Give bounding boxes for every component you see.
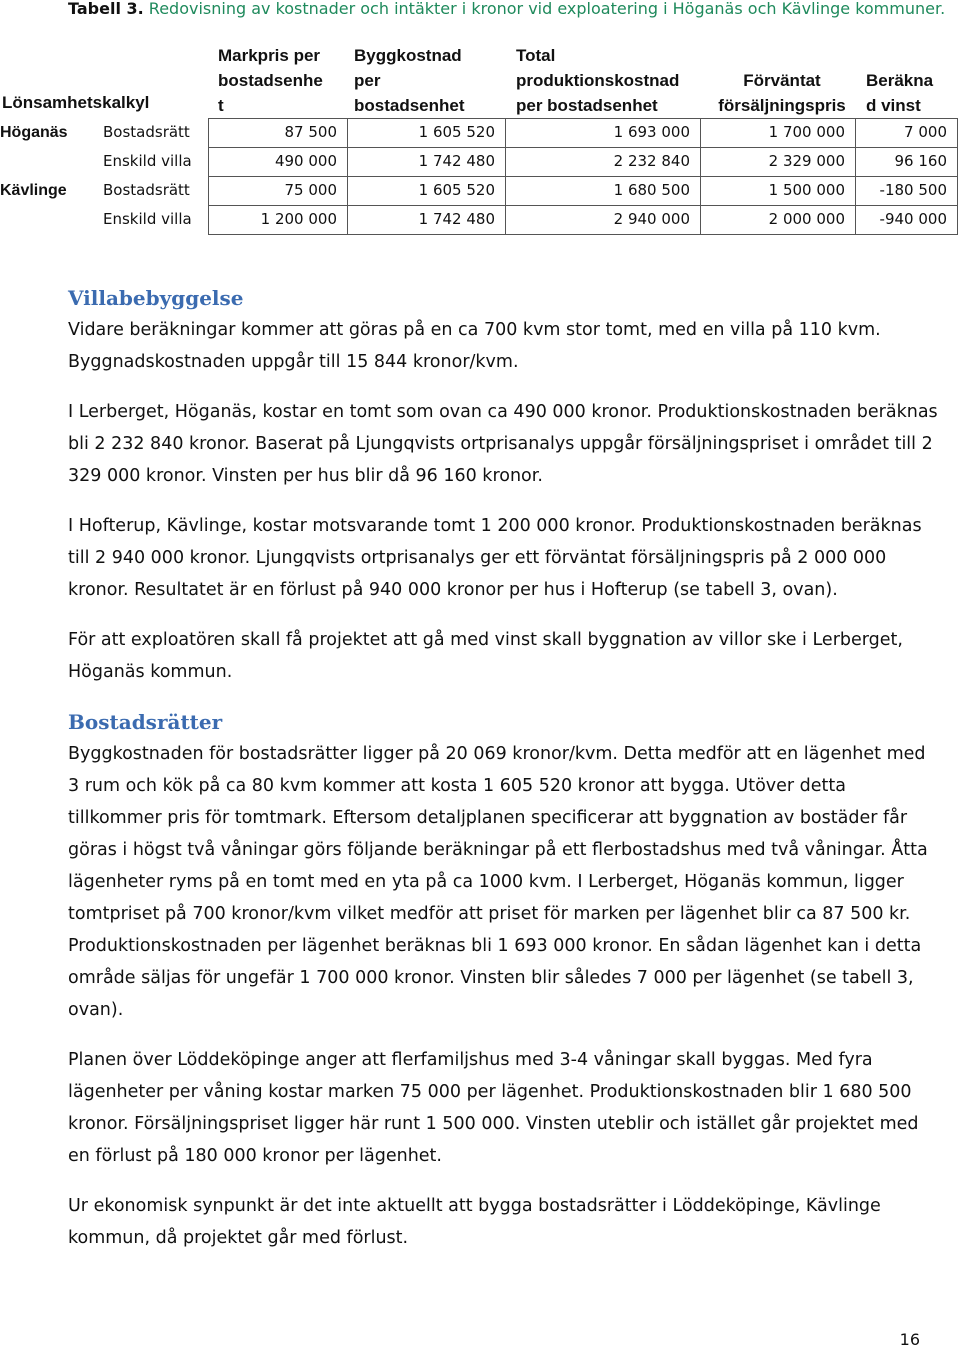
row-typ: Enskild villa: [103, 152, 192, 170]
row-kommun-kavlinge: Kävlinge: [0, 182, 67, 199]
profitability-table: [0, 40, 960, 240]
cell-forvantat: 1 700 000: [768, 123, 845, 141]
header-total-line1: Total: [516, 46, 556, 65]
section-heading-villabebyggelse: Villabebyggelse: [68, 286, 244, 310]
row-typ: Bostadsrätt: [103, 181, 190, 199]
table-col-divider: [855, 118, 856, 235]
header-bygg-line1: Byggkostnad: [354, 46, 462, 65]
paragraph: Planen över Löddeköpinge anger att flerfamiljshus med 3-4 våningar skall byggas. Med fyra lägenheter per våning kostar marken 75 000 per lägenhet. Produktionskostnaden blir 1 680 500 kronor. Försäljningspriset ligger här runt 1 500 000. Vinsten uteblir och istället går projektet med en förlust på 180 000 kronor per lägenhet.: [68, 1050, 919, 1166]
cell-vinst: 7 000: [904, 123, 947, 141]
table-col-divider: [347, 118, 348, 235]
table-col-divider: [957, 118, 958, 235]
paragraph: Vidare beräkningar kommer att göras på en ca 700 kvm stor tomt, med en villa på 110 kvm. Byggnadskostnaden uppgår till 15 844 kronor/kvm.: [68, 320, 881, 372]
cell-total: 2 232 840: [613, 152, 690, 170]
cell-forvantat: 2 000 000: [768, 210, 845, 228]
table-caption: [68, 0, 948, 18]
cell-markpris: 490 000: [274, 152, 337, 170]
header-total-line3: per bostadsenhet: [516, 96, 658, 115]
cell-vinst: -940 000: [879, 210, 947, 228]
row-typ: Bostadsrätt: [103, 123, 190, 141]
paragraph: Byggkostnaden för bostadsrätter ligger på 20 069 kronor/kvm. Detta medför att en lägenhet med 3 rum och kök på ca 80 kvm kommer att kosta 1 605 520 kronor att bygga. Utöver detta tillkommer pris för tomtmark. Eftersom detaljplanen specificerar att byggnation av bostäder får göras i högst två våningar görs följande beräkningar på ett flerbostadshus med två våningar. Åtta lägenheter ryms på en tomt med en yta på ca 1000 kvm. I Lerberget, Höganäs kommun, ligger tomtpriset på 700 kronor/kvm vilket medför att priset för marken per lägenhet blir ca 87 500 kr. Produktionskostnaden per lägenhet beräknas bli 1 693 000 kronor. En sådan lägenhet kan i detta område säljas för ungefär 1 700 000 kronor. Vinsten blir således 7 000 per lägenhet (se tabell 3, ovan).: [68, 744, 928, 1020]
header-byggkostnad: [354, 43, 494, 118]
row-kommun-hoganas: Höganäs: [0, 124, 68, 141]
cell-bygg: 1 605 520: [418, 123, 495, 141]
table-col-divider: [505, 118, 506, 235]
table-col-divider: [208, 118, 209, 235]
header-total: [516, 43, 696, 118]
header-markpris-line1: Markpris per: [218, 46, 321, 65]
cell-markpris: 87 500: [284, 123, 337, 141]
cell-total: 2 940 000: [613, 210, 690, 228]
cell-vinst: -180 500: [879, 181, 947, 199]
cell-markpris: 1 200 000: [260, 210, 337, 228]
header-bygg-line3: bostadsenhet: [354, 96, 465, 115]
paragraph: I Lerberget, Höganäs, kostar en tomt som ovan ca 490 000 kronor. Produktionskostnaden beräknas bli 2 232 840 kronor. Baserat på Ljungqvists ortprisanalys uppgår försäljningspriset i området till 2 329 000 kronor. Vinsten per hus blir då 96 160 kronor.: [68, 402, 938, 486]
cell-vinst: 96 160: [894, 152, 947, 170]
cell-bygg: 1 605 520: [418, 181, 495, 199]
header-vinst-line1: Beräkna: [866, 71, 934, 90]
document-body: [68, 282, 938, 1272]
cell-bygg: 1 742 480: [418, 152, 495, 170]
header-markpris-line3: t: [218, 96, 224, 115]
section-heading-bostadsratter: Bostadsrätter: [68, 710, 223, 734]
cell-total: 1 693 000: [613, 123, 690, 141]
header-forvantat: [702, 68, 862, 118]
page-number: 16: [899, 1330, 920, 1349]
cell-forvantat: 1 500 000: [768, 181, 845, 199]
header-forv-line1: Förväntat: [743, 71, 821, 90]
header-bygg-line2: per: [354, 71, 381, 90]
caption-label: Tabell 3.: [68, 0, 144, 18]
header-vinst-line2: d vinst: [866, 96, 921, 115]
table-bottom-border: [208, 234, 958, 235]
header-lonsamhetskalkyl: Lönsamhetskalkyl: [2, 93, 150, 112]
header-forv-line2: försäljningspris: [718, 96, 846, 115]
cell-total: 1 680 500: [613, 181, 690, 199]
paragraph: Ur ekonomisk synpunkt är det inte aktuellt att bygga bostadsrätter i Löddeköpinge, Kävlinge kommun, då projektet går med förlust.: [68, 1196, 881, 1248]
cell-markpris: 75 000: [284, 181, 337, 199]
header-markpris-line2: bostadsenhe: [218, 71, 323, 90]
header-vinst: [866, 68, 956, 118]
cell-bygg: 1 742 480: [418, 210, 495, 228]
row-typ: Enskild villa: [103, 210, 192, 228]
caption-text: Redovisning av kostnader och intäkter i kronor vid exploatering i Höganäs och Kävlinge kommuner.: [148, 0, 946, 18]
paragraph: I Hofterup, Kävlinge, kostar motsvarande tomt 1 200 000 kronor. Produktionskostnaden beräknas till 2 940 000 kronor. Ljungqvists ortprisanalys ger ett förväntat försäljningspris på 2 000 000 kronor. Resultatet är en förlust på 940 000 kronor per hus i Hofterup (se tabell 3, ovan).: [68, 516, 922, 600]
paragraph: För att exploatören skall få projektet att gå med vinst skall byggnation av villor ske i Lerberget, Höganäs kommun.: [68, 630, 903, 682]
table-col-divider: [700, 118, 701, 235]
cell-forvantat: 2 329 000: [768, 152, 845, 170]
header-total-line2: produktionskostnad: [516, 71, 680, 90]
header-markpris: [218, 43, 338, 118]
